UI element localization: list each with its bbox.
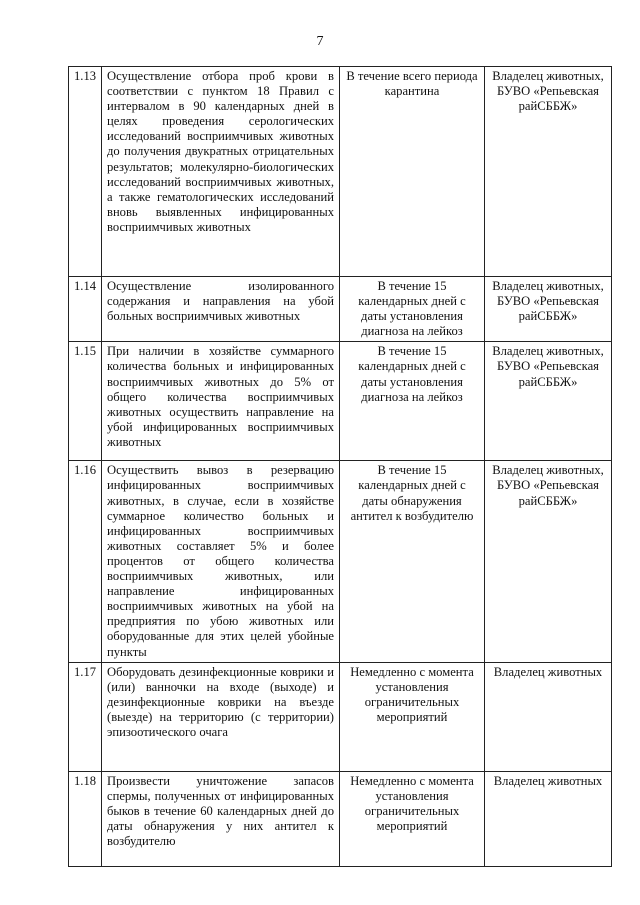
measure-term: В течение 15 календарных дней с даты установления диагноза на лейкоз (340, 277, 485, 342)
measure-term: Немедленно с момента установления ограничительных мероприятий (340, 662, 485, 771)
row-number: 1.13 (69, 67, 102, 277)
measure-responsible: Владелец животных, БУВО «Репьевская райСББЖ» (485, 67, 612, 277)
table-row (69, 342, 612, 461)
row-number: 1.15 (69, 342, 102, 461)
measure-term: Немедленно с момента установления ограничительных мероприятий (340, 771, 485, 866)
measure-responsible: Владелец животных, БУВО «Репьевская райСББЖ» (485, 277, 612, 342)
row-number: 1.18 (69, 771, 102, 866)
measure-description: Осуществить вывоз в резервацию инфицированных восприимчивых животных, в случае, если в хозяйстве суммарное количество больных и инфицированных восприимчивых животных составляет 5% и более процентов от общего количества восприимчивых животных, или направление инфицированных восприимчивых животных на убой на предприятия по убою животных или оборудованные для этих целей убойные пункты (102, 461, 340, 662)
table-row (69, 67, 612, 277)
measure-responsible: Владелец животных, БУВО «Репьевская райСББЖ» (485, 461, 612, 662)
measure-description: Произвести уничтожение запасов спермы, полученных от инфицированных быков в течение 60 календарных дней до даты обнаружения у них антител к возбудителю (102, 771, 340, 866)
measure-responsible: Владелец животных (485, 662, 612, 771)
measures-table (68, 66, 612, 867)
row-number: 1.14 (69, 277, 102, 342)
measure-term: В течение всего периода карантина (340, 67, 485, 277)
measure-responsible: Владелец животных (485, 771, 612, 866)
measure-description: Осуществление изолированного содержания и направления на убой больных восприимчивых животных (102, 277, 340, 342)
page-number: 7 (316, 34, 324, 49)
row-number: 1.17 (69, 662, 102, 771)
table-row (69, 771, 612, 866)
measure-description: Оборудовать дезинфекционные коврики и (или) ванночки на входе (выходе) и дезинфекционные коврики на въезде (выезде) на территорию (с территории) эпизоотического очага (102, 662, 340, 771)
measure-responsible: Владелец животных, БУВО «Репьевская райСББЖ» (485, 342, 612, 461)
measure-term: В течение 15 календарных дней с даты установления диагноза на лейкоз (340, 342, 485, 461)
measure-description: Осуществление отбора проб крови в соответствии с пунктом 18 Правил с интервалом в 90 календарных дней в целях проведения серологических исследований восприимчивых животных до получения двукратных отрицательных результатов; молекулярно-биологических исследований восприимчивых животных, а также гематологических исследований вновь выявленных инфицированных восприимчивых животных (102, 67, 340, 277)
table-row (69, 277, 612, 342)
row-number: 1.16 (69, 461, 102, 662)
table-row (69, 461, 612, 662)
table-row (69, 662, 612, 771)
measure-description: При наличии в хозяйстве суммарного количества больных и инфицированных восприимчивых животных до 5% от общего количества восприимчивых животных осуществить направление на убой инфицированных восприимчивых животных (102, 342, 340, 461)
measure-term: В течение 15 календарных дней с даты обнаружения антител к возбудителю (340, 461, 485, 662)
